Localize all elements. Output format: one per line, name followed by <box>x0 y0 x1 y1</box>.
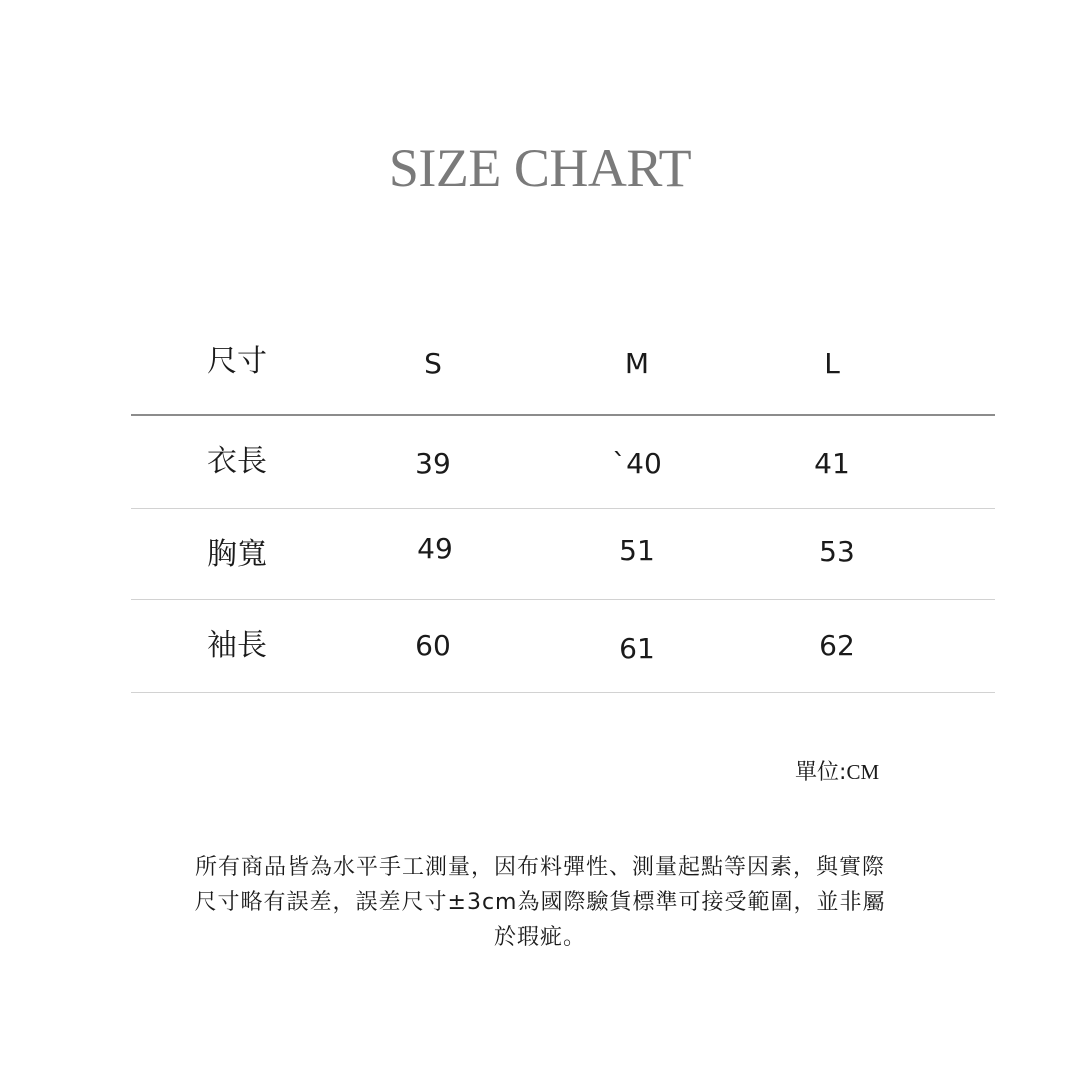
header-m: M <box>624 347 650 380</box>
cell-chest-m: 51 <box>619 534 655 567</box>
unit-name: 單位 <box>795 760 840 785</box>
cell-chest-l: 53 <box>819 535 855 568</box>
page-title: SIZE CHART <box>388 138 692 198</box>
cell-length-m: `40 <box>612 447 662 480</box>
header-size: 尺寸 <box>207 344 267 379</box>
table-row <box>131 600 995 693</box>
note-line: 於瑕疵。 <box>493 925 586 950</box>
table-row <box>131 416 995 509</box>
unit-value: CM <box>846 760 880 784</box>
row-label-length: 衣長 <box>207 444 267 479</box>
table-row <box>131 509 995 600</box>
row-label-sleeve: 袖長 <box>207 628 267 663</box>
table-header-row <box>131 318 995 416</box>
cell-sleeve-s: 60 <box>415 629 451 662</box>
cell-length-s: 39 <box>415 447 451 480</box>
size-table <box>131 318 995 693</box>
note-line: 尺寸略有誤差，誤差尺寸±3cm為國際驗貨標準可接受範圍，並非屬 <box>194 890 886 915</box>
cell-length-l: 41 <box>814 447 850 480</box>
cell-sleeve-m: 61 <box>619 632 655 665</box>
cell-sleeve-l: 62 <box>819 629 855 662</box>
unit-separator: : <box>839 760 847 785</box>
header-l: L <box>824 347 840 380</box>
row-label-chest: 胸寬 <box>207 537 267 572</box>
header-s: S <box>424 347 442 380</box>
cell-chest-s: 49 <box>417 532 453 565</box>
unit-label <box>795 757 879 788</box>
note-line: 所有商品皆為水平手工測量，因布料彈性、測量起點等因素，與實際 <box>194 855 885 880</box>
measurement-note <box>180 850 900 955</box>
